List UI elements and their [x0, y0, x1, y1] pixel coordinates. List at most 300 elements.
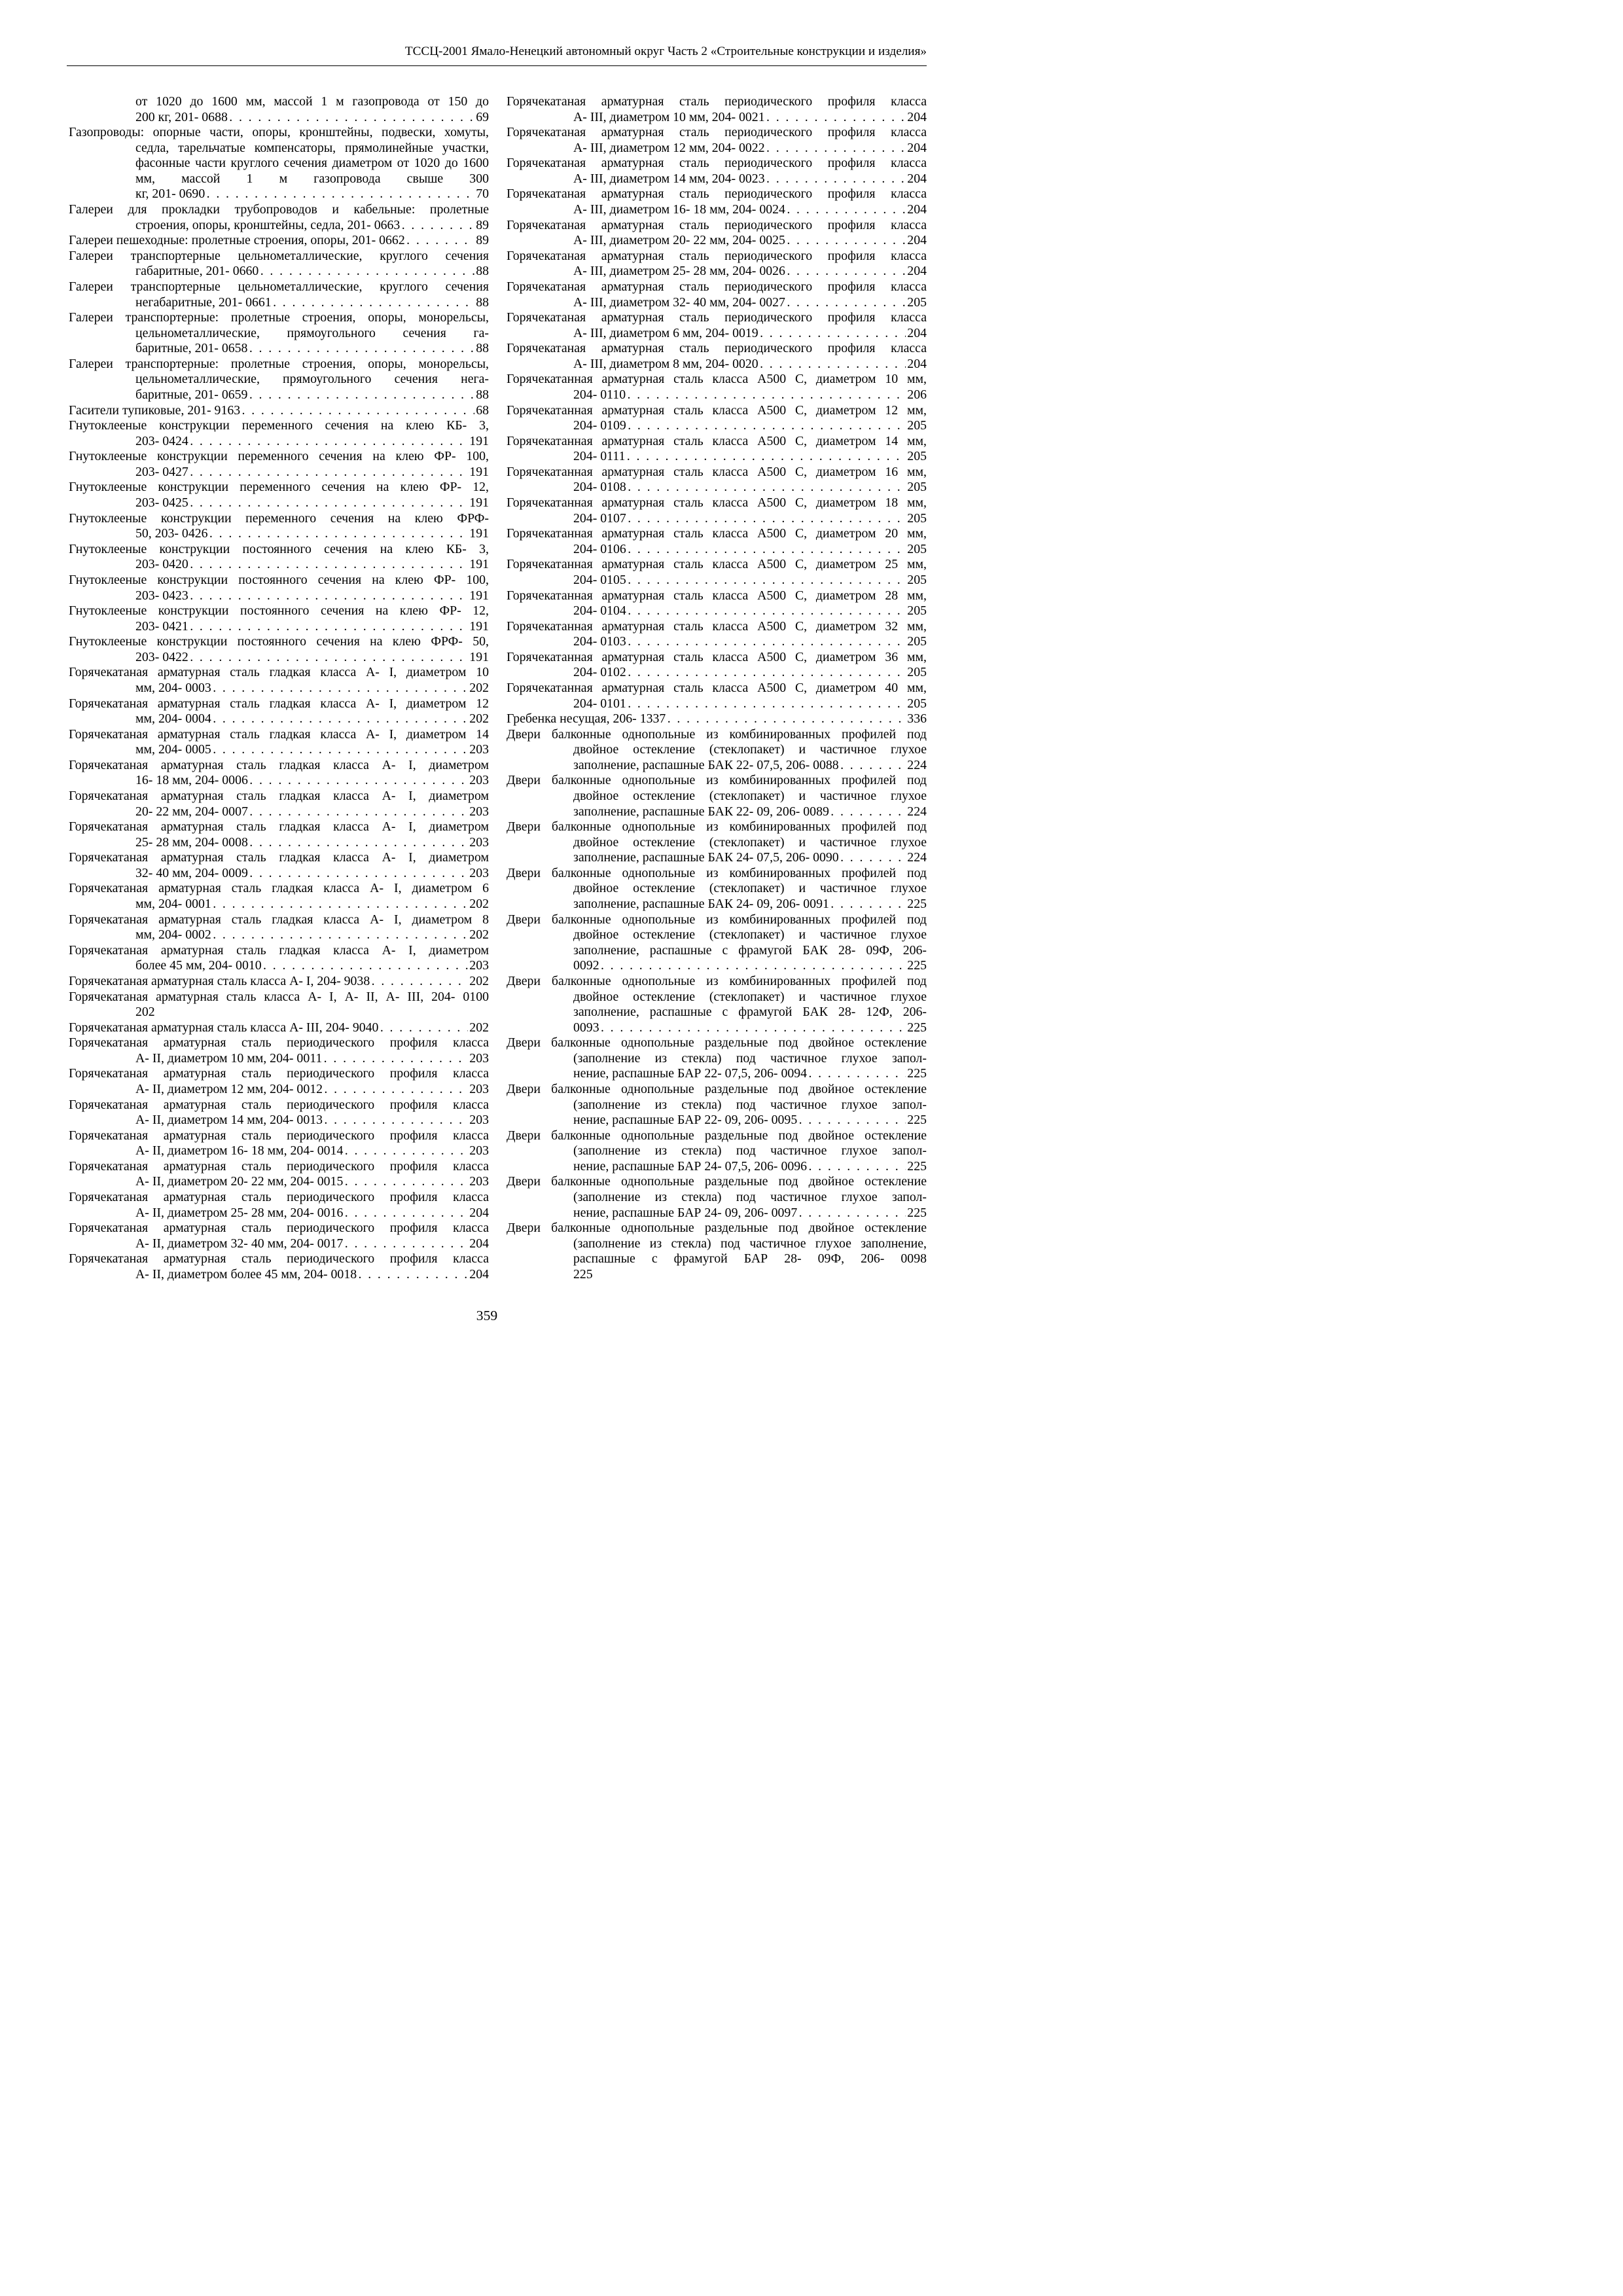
index-entry-text: Горячекатанная арматурная сталь класса А500 С, диаметром 18 мм,	[507, 495, 927, 511]
index-entry-text: Горячекатаная арматурная сталь гладкая класса А- I, диаметром	[69, 757, 489, 772]
index-entry-text: Горячекатаная арматурная сталь гладкая класса А- I, диаметром 12	[69, 696, 489, 711]
dot-leader	[190, 465, 468, 480]
index-entry-code: негабаритные, 201- 0661	[135, 295, 272, 310]
index-entry	[69, 1035, 489, 1066]
index-entry-text: Двери балконные однопольные раздельные под двойное остекление (заполнение из стекла) под частичное глухое запол-	[507, 1035, 927, 1066]
index-entry-page: 68	[476, 403, 489, 418]
index-entry-code: А- II, диаметром 10 мм, 204- 0011	[135, 1050, 323, 1066]
index-entry-line	[135, 1267, 489, 1283]
index-entry-page: 205	[907, 696, 927, 711]
index-entry-line	[135, 1051, 489, 1067]
index-entry-code: А- III, диаметром 20- 22 мм, 204- 0025	[573, 233, 785, 248]
index-entry-code: А- II, диаметром более 45 мм, 204- 0018	[135, 1266, 357, 1282]
index-entry-code: Горячекатаная арматурная сталь класса А- III, 204- 9040	[69, 1020, 379, 1035]
index-entry-code: 203- 0424	[135, 433, 188, 448]
index-entry-page: 225	[907, 958, 927, 973]
index-entry-code: А- III, диаметром 10 мм, 204- 0021	[573, 109, 765, 124]
dot-leader	[402, 218, 474, 234]
index-entry	[507, 1221, 927, 1282]
index-entry-line	[135, 773, 489, 789]
index-entry-line	[573, 1206, 927, 1221]
index-entry-code: 204- 0111	[573, 449, 626, 464]
index-entry-page: 191	[469, 433, 489, 448]
index-entry-text: Горячекатаная арматурная сталь периодического профиля класса	[507, 248, 927, 263]
dot-leader	[808, 1066, 905, 1082]
index-entry	[507, 773, 927, 819]
index-column-left	[69, 94, 489, 1283]
index-entry-text: Горячекатаная арматурная сталь периодического профиля класса	[69, 1251, 489, 1266]
index-entry-line	[135, 434, 489, 450]
index-entry-code: 0093	[573, 1020, 599, 1035]
index-entry-page: 69	[476, 109, 489, 124]
index-entry-line	[69, 1020, 489, 1036]
index-entry	[507, 588, 927, 619]
index-entry-text: Горячекатанная арматурная сталь класса А500 С, диаметром 28 мм,	[507, 588, 927, 603]
dot-leader	[766, 171, 906, 187]
index-entry	[507, 94, 927, 125]
dot-leader	[190, 650, 468, 666]
index-entry	[69, 1066, 489, 1097]
index-entry-text: Галереи транспортерные: пролетные строения, опоры, монорельсы, цельнометаллические, прямоугольного сечения нега-	[69, 356, 489, 387]
index-entry-line	[573, 1020, 927, 1036]
index-entry-line	[573, 1066, 927, 1082]
dot-leader	[372, 974, 468, 990]
index-entry-line	[135, 1174, 489, 1190]
index-entry-line	[135, 927, 489, 943]
index-entry-code: 20- 22 мм, 204- 0007	[135, 804, 248, 819]
dot-leader	[190, 557, 468, 573]
index-entry-page: 191	[469, 588, 489, 603]
index-entry	[507, 727, 927, 774]
index-entry-line	[573, 696, 927, 712]
dot-leader	[324, 1082, 468, 1098]
index-entry-text: Гнутоклееные конструкции постоянного сечения на клею ФР- 100,	[69, 572, 489, 587]
index-entry-code: заполнение, распашные БАК 22- 07,5, 206- 0088	[573, 757, 839, 772]
index-entry-page: 204	[907, 202, 927, 217]
index-entry-text: Горячекатаная арматурная сталь периодического профиля класса	[69, 1190, 489, 1205]
index-entry-code: 16- 18 мм, 204- 0006	[135, 773, 248, 788]
index-entry-code: Гребенка несущая, 206- 1337	[507, 711, 666, 726]
dot-leader	[190, 495, 468, 511]
index-entry	[507, 495, 927, 526]
index-entry	[69, 974, 489, 990]
index-entry-line	[135, 650, 489, 666]
dot-leader	[249, 773, 468, 789]
index-entry-text: Горячекатаная арматурная сталь класса А- I, А- II, А- III, 204- 0100	[69, 989, 489, 1004]
index-entry-code: мм, 204- 0003	[135, 680, 211, 695]
index-entry-text: Горячекатаная арматурная сталь периодического профиля класса	[69, 1097, 489, 1112]
index-entry	[69, 758, 489, 789]
dot-leader	[190, 619, 468, 635]
dot-leader	[249, 835, 468, 851]
index-entry-line	[573, 958, 927, 974]
index-entry	[507, 1174, 927, 1221]
index-entry-line	[135, 295, 489, 311]
dot-leader	[830, 804, 906, 820]
index-entry-line	[573, 665, 927, 681]
index-entry-text: Горячекатаная арматурная сталь гладкая класса А- I, диаметром	[69, 850, 489, 865]
dot-leader	[190, 588, 468, 604]
index-entry-page: 225	[907, 1113, 927, 1128]
index-entry-page: 205	[907, 480, 927, 495]
index-entry-line	[135, 1143, 489, 1159]
index-entry	[507, 249, 927, 279]
index-entry-code: А- III, диаметром 8 мм, 204- 0020	[573, 356, 758, 371]
index-entry-code: 203- 0422	[135, 649, 188, 664]
dot-leader	[628, 387, 906, 403]
index-entry-line	[573, 804, 927, 820]
index-entry	[507, 372, 927, 403]
index-entry-page: 204	[469, 1236, 489, 1251]
dot-leader	[787, 295, 906, 311]
index-entry	[507, 187, 927, 217]
index-entry-page: 224	[907, 850, 927, 865]
index-entry-line	[135, 1082, 489, 1098]
index-entry	[69, 943, 489, 974]
index-entry-code: нение, распашные БАР 22- 09, 206- 0095	[573, 1113, 798, 1128]
index-entry-text: Галереи транспортерные цельнометаллические, круглого сечения	[69, 279, 489, 294]
dot-leader	[249, 341, 474, 357]
index-entry-text: Горячекатаная арматурная сталь гладкая класса А- I, диаметром 14	[69, 726, 489, 742]
index-entry-text: Галереи для прокладки трубопроводов и кабельные: пролетные	[69, 202, 489, 217]
index-entry-page: 204	[907, 356, 927, 371]
dot-leader	[345, 1206, 468, 1221]
index-entry-page: 206	[907, 387, 927, 402]
index-entry-line	[573, 449, 927, 465]
index-entry-line	[69, 403, 489, 419]
index-entry-line	[135, 218, 489, 234]
index-entry-code: 204- 0103	[573, 634, 626, 649]
dot-leader	[799, 1206, 906, 1221]
dot-leader	[628, 603, 906, 619]
index-entry	[507, 341, 927, 372]
index-entry-text: Гнутоклееные конструкции постоянного сечения на клею КБ- 3,	[69, 541, 489, 556]
index-entry-page: 225	[573, 1266, 593, 1282]
index-entry-line	[69, 233, 489, 249]
dot-leader	[799, 1113, 906, 1128]
dot-leader	[766, 141, 906, 156]
dot-leader	[787, 233, 906, 249]
index-entry-page: 205	[907, 511, 927, 526]
index-entry-line	[573, 387, 927, 403]
index-entry-page: 191	[469, 619, 489, 634]
dot-leader	[249, 866, 468, 882]
index-entry-line	[573, 758, 927, 774]
index-entry-text: Горячекатаная арматурная сталь периодического профиля класса	[69, 1128, 489, 1143]
index-entry	[69, 310, 489, 357]
index-entry-line	[573, 1159, 927, 1175]
index-entry-line	[135, 958, 489, 974]
index-entry-page: 225	[907, 1158, 927, 1174]
index-entry-line	[573, 480, 927, 495]
index-entry	[507, 681, 927, 711]
index-entry-code: 204- 0102	[573, 665, 626, 680]
dot-leader	[209, 526, 468, 542]
index-entry-text: Двери балконные однопольные из комбинированных профилей под двойное остекление (стеклопакет) и частичное глухое	[507, 819, 927, 850]
index-entry-code: А- II, диаметром 32- 40 мм, 204- 0017	[135, 1236, 344, 1251]
index-entry-code: 200 кг, 201- 0688	[135, 109, 228, 124]
index-entry-page: 204	[907, 171, 927, 186]
index-entry-text: Горячекатаная арматурная сталь периодического профиля класса	[507, 217, 927, 232]
index-entry-code: 204- 0108	[573, 480, 626, 495]
dot-leader	[345, 1174, 468, 1190]
index-entry-code: заполнение, распашные БАК 24- 07,5, 206- 0090	[573, 850, 839, 865]
index-entry-page: 204	[469, 1266, 489, 1282]
index-entry-code: Галереи пешеходные: пролетные строения, опоры, 201- 0662	[69, 233, 405, 248]
index-entry-page: 224	[907, 804, 927, 819]
index-entry-code: А- III, диаметром 32- 40 мм, 204- 0027	[573, 295, 785, 310]
index-entry-text: Гнутоклееные конструкции постоянного сечения на клею ФР- 12,	[69, 603, 489, 619]
index-entry-code: строения, опоры, кронштейны, седла, 201- 0663	[135, 217, 401, 232]
index-entry-code: А- II, диаметром 20- 22 мм, 204- 0015	[135, 1174, 344, 1189]
dot-leader	[627, 449, 906, 465]
index-entry	[69, 511, 489, 542]
dot-leader	[242, 403, 474, 419]
dot-leader	[830, 897, 906, 912]
dot-leader	[760, 357, 906, 372]
index-entry-code: 204- 0107	[573, 511, 626, 526]
index-entry-page: 203	[469, 804, 489, 819]
index-entry-text: Двери балконные однопольные раздельные под двойное остекление (заполнение из стекла) под частичное глухое запол-	[507, 1128, 927, 1158]
index-entry-text: Двери балконные однопольные раздельные под двойное остекление (заполнение из стекла) под частичное глухое запол-	[507, 1174, 927, 1205]
index-entry-text: Горячекатанная арматурная сталь класса А500 С, диаметром 16 мм,	[507, 464, 927, 479]
index-entry-code: 203- 0423	[135, 588, 188, 603]
index-entry-code: нение, распашные БАР 22- 07,5, 206- 0094	[573, 1066, 808, 1081]
index-entry-page: 225	[907, 1066, 927, 1081]
index-entry-line	[573, 418, 927, 434]
running-header: ТССЦ-2001 Ямало-Ненецкий автономный округ Часть 2 «Строительные конструкции и изделия»	[67, 44, 927, 65]
index-entry-code: мм, 204- 0001	[135, 897, 211, 912]
index-entry-text: Горячекатаная арматурная сталь гладкая класса А- I, диаметром	[69, 819, 489, 834]
index-entry-page: 89	[476, 233, 489, 248]
index-entry-page: 203	[469, 834, 489, 850]
index-entry-page: 191	[469, 557, 489, 572]
index-entry-text: Гнутоклееные конструкции переменного сечения на клею ФРФ-	[69, 511, 489, 526]
index-entry-code: 204- 0109	[573, 418, 626, 433]
index-entry-page: 88	[476, 295, 489, 310]
index-entry-page: 191	[469, 526, 489, 541]
dot-leader	[601, 958, 906, 974]
dot-leader	[213, 711, 468, 727]
index-entry-text: Горячекатаная арматурная сталь периодического профиля класса	[69, 1035, 489, 1050]
dot-leader	[760, 326, 906, 342]
index-entry-text: Горячекатанная арматурная сталь класса А500 С, диаметром 12 мм,	[507, 403, 927, 418]
index-entry-text: Галереи транспортерные: пролетные строения, опоры, монорельсы, цельнометаллические, прямоугольного сечения га-	[69, 310, 489, 340]
index-entry-code: 203- 0420	[135, 557, 188, 572]
dot-leader	[359, 1267, 468, 1283]
index-entry-code: А- III, диаметром 25- 28 мм, 204- 0026	[573, 264, 785, 279]
index-entry-page: 224	[907, 757, 927, 772]
index-entry-page: 225	[907, 1205, 927, 1220]
index-entry-line	[573, 850, 927, 866]
index-entry	[69, 94, 489, 125]
index-entry	[507, 866, 927, 912]
dot-leader	[628, 696, 906, 712]
index-entry-text: Горячекатаная арматурная сталь периодического профиля класса	[507, 94, 927, 109]
dot-leader	[345, 1236, 468, 1252]
index-entry	[69, 542, 489, 573]
index-entry-line	[135, 341, 489, 357]
index-entry-page: 70	[476, 187, 489, 202]
index-entry-page: 191	[469, 464, 489, 479]
index-entry	[69, 573, 489, 603]
index-entry-line	[573, 511, 927, 527]
index-entry-code: 204- 0106	[573, 541, 626, 556]
index-entry-page: 204	[907, 109, 927, 124]
index-entry-page: 203	[469, 1174, 489, 1189]
index-entry-text: Двери балконные однопольные из комбинированных профилей под двойное остекление (стеклопакет) и частичное глухое	[507, 726, 927, 757]
index-entry-code: баритные, 201- 0659	[135, 387, 248, 402]
index-entry-page: 205	[907, 603, 927, 619]
page-number: 359	[476, 1308, 498, 1323]
index-entry-text: Горячекатаная арматурная сталь периодического профиля класса	[507, 279, 927, 294]
index-entry-text: Двери балконные однопольные из комбинированных профилей под двойное остекление (стеклопакет) и частичное глухое заполнение, распашные с фрамугой БАК 28- 12Ф, 206-	[507, 973, 927, 1020]
index-entry-text: от 1020 до 1600 мм, массой 1 м газопровода от 150 до	[135, 94, 489, 109]
index-entry-code: 0092	[573, 958, 599, 973]
index-entry	[507, 912, 927, 974]
dot-leader	[628, 480, 906, 495]
index-entry-text: Горячекатанная арматурная сталь класса А500 С, диаметром 10 мм,	[507, 372, 927, 387]
index-entry-text: Гнутоклееные конструкции переменного сечения на клею ФР- 100,	[69, 449, 489, 464]
index-entry-code: 204- 0110	[573, 387, 626, 402]
index-entry-code: 32- 40 мм, 204- 0009	[135, 865, 248, 880]
index-entry-line	[573, 634, 927, 650]
index-entry-line	[135, 619, 489, 635]
index-entry-page: 191	[469, 649, 489, 664]
index-entry-code: 25- 28 мм, 204- 0008	[135, 834, 248, 850]
index-entry-text: Горячекатаная арматурная сталь периодического профиля класса	[507, 341, 927, 356]
index-entry-page: 202	[469, 680, 489, 695]
index-entry-line	[135, 526, 489, 542]
index-entry-page: 203	[469, 958, 489, 973]
index-entry-text: Горячекатанная арматурная сталь класса А500 С, диаметром 32 мм,	[507, 619, 927, 634]
index-entry	[507, 156, 927, 187]
index-entry	[69, 1128, 489, 1159]
index-entry-line	[135, 387, 489, 403]
index-entry-page: 203	[469, 1113, 489, 1128]
index-entry	[507, 465, 927, 495]
dot-leader	[380, 1020, 468, 1036]
index-entry	[69, 1020, 489, 1036]
index-entry-code: 204- 0104	[573, 603, 626, 619]
index-entry-code: мм, 204- 0005	[135, 742, 211, 757]
index-entry-page: 204	[907, 264, 927, 279]
index-entry-page: 205	[907, 572, 927, 587]
index-entry	[69, 603, 489, 634]
index-entry-text: Горячекатаная арматурная сталь периодического профиля класса	[507, 310, 927, 325]
index-entry	[69, 1251, 489, 1282]
index-entry	[69, 1190, 489, 1221]
index-entry	[507, 819, 927, 866]
index-column-right	[507, 94, 927, 1283]
dot-leader	[213, 681, 468, 696]
index-entry-code: мм, 204- 0002	[135, 927, 211, 942]
dot-leader	[213, 927, 468, 943]
index-entry	[507, 974, 927, 1035]
index-entry-text: Газопроводы: опорные части, опоры, кронштейны, подвески, хомуты, седла, тарельчатые компенсаторы, прямолинейные участки, фасонные части круглого сечения диаметром от 1020 до 1600 мм, массой 1 м газопровода свыше 300	[69, 125, 489, 186]
dot-leader	[628, 542, 906, 558]
index-entry-line	[135, 110, 489, 126]
dot-leader	[207, 187, 474, 202]
index-entry-line	[573, 897, 927, 912]
index-entry	[69, 249, 489, 279]
index-entry-code: нение, распашные БАР 24- 07,5, 206- 0096	[573, 1158, 808, 1174]
index-entry-code: А- II, диаметром 25- 28 мм, 204- 0016	[135, 1205, 344, 1220]
index-entry-line	[135, 264, 489, 279]
index-entry	[507, 1128, 927, 1175]
index-entry-text: Горячекатанная арматурная сталь класса А500 С, диаметром 40 мм,	[507, 680, 927, 695]
index-entry	[69, 850, 489, 881]
index-entry-line	[507, 711, 927, 727]
index-entry-code: баритные, 201- 0658	[135, 341, 248, 356]
dot-leader	[249, 804, 468, 820]
index-entry-code: А- III, диаметром 12 мм, 204- 0022	[573, 140, 765, 155]
index-entry-page: 204	[907, 233, 927, 248]
dot-leader	[840, 850, 906, 866]
dot-leader	[840, 758, 906, 774]
index-entry-page: 203	[469, 1082, 489, 1096]
index-entry-code: А- II, диаметром 16- 18 мм, 204- 0014	[135, 1143, 344, 1158]
index-entry-line	[135, 588, 489, 604]
index-entry	[507, 711, 927, 727]
index-entry-text: Горячекатаная арматурная сталь периодического профиля класса	[507, 156, 927, 171]
index-entry	[69, 1159, 489, 1190]
index-entry-page: 205	[907, 418, 927, 433]
index-entry-line	[135, 465, 489, 480]
dot-leader	[260, 264, 474, 279]
index-entry-line	[573, 233, 927, 249]
index-entry	[69, 696, 489, 727]
index-entry-line	[135, 742, 489, 758]
index-entry	[507, 434, 927, 465]
dot-leader	[628, 665, 906, 681]
index-entry-page: 89	[476, 217, 489, 232]
index-entry	[507, 619, 927, 650]
index-entry-line	[135, 495, 489, 511]
index-entry-code: более 45 мм, 204- 0010	[135, 958, 262, 973]
dot-leader	[787, 202, 906, 218]
index-entry	[507, 650, 927, 681]
index-entry-text: Горячекатанная арматурная сталь класса А500 С, диаметром 36 мм,	[507, 649, 927, 664]
index-entry-line	[135, 681, 489, 696]
index-entry-line	[573, 202, 927, 218]
index-entry-code: мм, 204- 0004	[135, 711, 211, 726]
index-entry	[69, 990, 489, 1020]
dot-leader	[213, 742, 468, 758]
dot-leader	[229, 110, 474, 126]
index-entry-page: 88	[476, 264, 489, 279]
index-entry-text: Горячекатаная арматурная сталь гладкая класса А- I, диаметром	[69, 942, 489, 958]
index-entry	[69, 418, 489, 449]
index-entry	[69, 727, 489, 758]
index-entry-page: 203	[469, 742, 489, 757]
index-entry-code: 203- 0425	[135, 495, 188, 511]
index-entry-code: Горячекатаная арматурная сталь класса А- I, 204- 9038	[69, 973, 370, 988]
index-entry-text: Двери балконные однопольные из комбинированных профилей под двойное остекление (стеклопакет) и частичное глухое	[507, 865, 927, 896]
index-entry-page: 205	[907, 541, 927, 556]
index-entry-page: 203	[469, 773, 489, 788]
dot-leader	[190, 434, 468, 450]
index-entry-line	[135, 835, 489, 851]
index-entry	[69, 634, 489, 665]
index-entry-line	[573, 295, 927, 311]
index-entry-text: Гнутоклееные конструкции переменного сечения на клею ФР- 12,	[69, 480, 489, 495]
index-entry-code: 204- 0101	[573, 696, 626, 711]
index-entry	[507, 125, 927, 156]
index-entry-line	[135, 1236, 489, 1252]
index-entry-page: 205	[907, 295, 927, 310]
index-entry	[69, 819, 489, 850]
